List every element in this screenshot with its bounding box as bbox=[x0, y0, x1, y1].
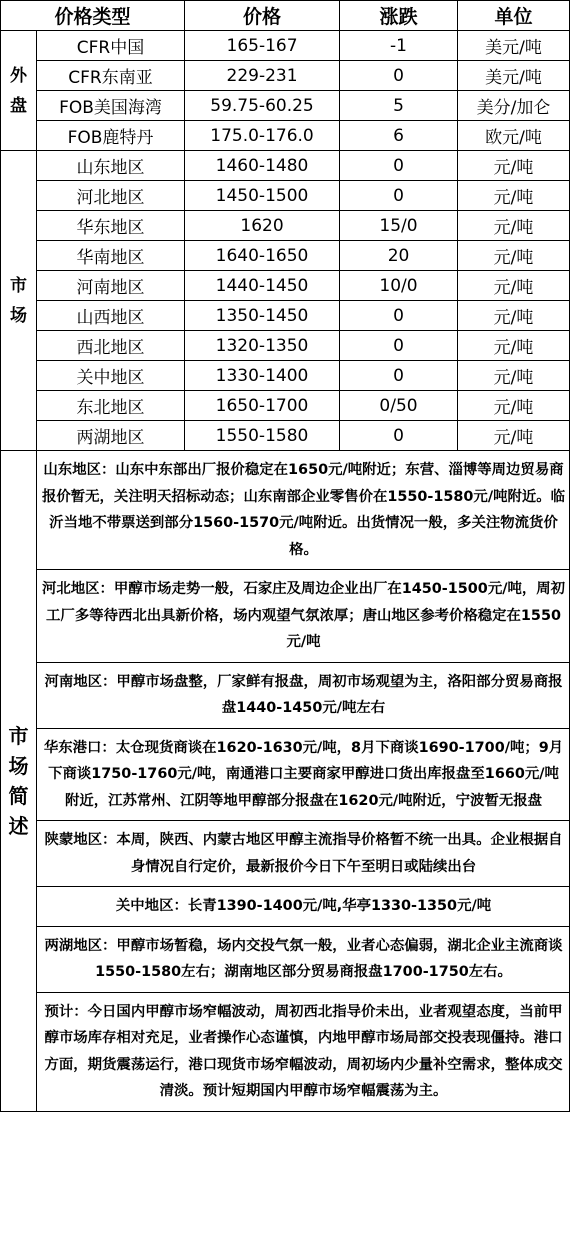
summary-paragraph-guanzhong: 关中地区：长青1390-1400元/吨,华亭1330-1350元/吨 bbox=[37, 887, 569, 927]
section-char: 外 bbox=[10, 65, 27, 86]
row-name: 华南地区 bbox=[37, 241, 185, 271]
row-unit: 元/吨 bbox=[458, 271, 570, 301]
row-name: 西北地区 bbox=[37, 331, 185, 361]
row-price: 1350-1450 bbox=[185, 301, 340, 331]
row-name: CFR东南亚 bbox=[37, 61, 185, 91]
row-unit: 元/吨 bbox=[458, 301, 570, 331]
section-char: 述 bbox=[8, 813, 29, 838]
row-price: 59.75-60.25 bbox=[185, 91, 340, 121]
table-row bbox=[1, 271, 570, 301]
row-unit: 元/吨 bbox=[458, 331, 570, 361]
row-change: 15/0 bbox=[340, 211, 458, 241]
section-char: 场 bbox=[8, 753, 29, 778]
row-unit: 元/吨 bbox=[458, 151, 570, 181]
section-char: 市 bbox=[8, 723, 29, 748]
row-change: 0 bbox=[340, 421, 458, 451]
section-char: 场 bbox=[10, 305, 27, 326]
row-unit: 元/吨 bbox=[458, 421, 570, 451]
row-price: 1440-1450 bbox=[185, 271, 340, 301]
section-summary-label bbox=[1, 451, 37, 1112]
row-unit: 欧元/吨 bbox=[458, 121, 570, 151]
row-change: 10/0 bbox=[340, 271, 458, 301]
row-price: 1450-1500 bbox=[185, 181, 340, 211]
row-change: 5 bbox=[340, 91, 458, 121]
row-price: 1550-1580 bbox=[185, 421, 340, 451]
row-name: 东北地区 bbox=[37, 391, 185, 421]
row-price: 1460-1480 bbox=[185, 151, 340, 181]
header-type: 价格类型 bbox=[1, 1, 185, 31]
row-price: 229-231 bbox=[185, 61, 340, 91]
row-change: 0 bbox=[340, 361, 458, 391]
table-row bbox=[1, 241, 570, 271]
row-change: 20 bbox=[340, 241, 458, 271]
header-price: 价格 bbox=[185, 1, 340, 31]
row-change: -1 bbox=[340, 31, 458, 61]
section-market-label bbox=[1, 151, 37, 451]
table-row bbox=[1, 121, 570, 151]
row-unit: 美元/吨 bbox=[458, 31, 570, 61]
table-row bbox=[1, 421, 570, 451]
section-char: 简 bbox=[8, 783, 29, 808]
summary-paragraph-henan: 河南地区：甲醇市场盘整，厂家鲜有报盘，周初市场观望为主，洛阳部分贸易商报盘1440-1450元/吨左右 bbox=[37, 663, 569, 729]
row-change: 0 bbox=[340, 181, 458, 211]
section-char: 盘 bbox=[10, 95, 27, 116]
row-name: 山西地区 bbox=[37, 301, 185, 331]
row-change: 6 bbox=[340, 121, 458, 151]
summary-cell bbox=[37, 451, 570, 1112]
row-unit: 元/吨 bbox=[458, 181, 570, 211]
row-price: 1650-1700 bbox=[185, 391, 340, 421]
row-unit: 美元/吨 bbox=[458, 61, 570, 91]
row-price: 1330-1400 bbox=[185, 361, 340, 391]
table-header-row bbox=[1, 1, 570, 31]
table-row bbox=[1, 361, 570, 391]
row-price: 165-167 bbox=[185, 31, 340, 61]
summary-paragraph-hebei: 河北地区：甲醇市场走势一般，石家庄及周边企业出厂在1450-1500元/吨，周初工厂多等待西北出具新价格，场内观望气氛浓厚；唐山地区参考价格稳定在1550元/吨 bbox=[37, 570, 569, 663]
table-row bbox=[1, 151, 570, 181]
summary-paragraph-lianghu: 两湖地区：甲醇市场暂稳，场内交投气氛一般，业者心态偏弱，湖北企业主流商谈1550-1580左右；湖南地区部分贸易商报盘1700-1750左右。 bbox=[37, 927, 569, 993]
row-price: 1320-1350 bbox=[185, 331, 340, 361]
row-change: 0 bbox=[340, 301, 458, 331]
table-row bbox=[1, 31, 570, 61]
row-name: 华东地区 bbox=[37, 211, 185, 241]
row-name: 河北地区 bbox=[37, 181, 185, 211]
row-change: 0 bbox=[340, 331, 458, 361]
table-row bbox=[1, 391, 570, 421]
row-name: 两湖地区 bbox=[37, 421, 185, 451]
row-unit: 元/吨 bbox=[458, 361, 570, 391]
summary-paragraph-huadong: 华东港口：太仓现货商谈在1620-1630元/吨，8月下商谈1690-1700/吨；9月下商谈1750-1760元/吨，南通港口主要商家甲醇进口货出库报盘至1660元/吨附近，江苏常州、江阴等地甲醇部分报盘在1620元/吨附近，宁波暂无报盘 bbox=[37, 729, 569, 822]
summary-paragraph-shaanmeng: 陕蒙地区：本周，陕西、内蒙古地区甲醇主流指导价格暂不统一出具。企业根据自身情况自行定价，最新报价今日下午至明日或陆续出台 bbox=[37, 821, 569, 887]
header-unit: 单位 bbox=[458, 1, 570, 31]
row-change: 0/50 bbox=[340, 391, 458, 421]
row-unit: 元/吨 bbox=[458, 391, 570, 421]
section-foreign-label bbox=[1, 31, 37, 151]
row-name: 关中地区 bbox=[37, 361, 185, 391]
row-name: FOB美国海湾 bbox=[37, 91, 185, 121]
table-row bbox=[1, 211, 570, 241]
table-row bbox=[1, 61, 570, 91]
row-price: 175.0-176.0 bbox=[185, 121, 340, 151]
row-change: 0 bbox=[340, 151, 458, 181]
table-row bbox=[1, 181, 570, 211]
table-row bbox=[1, 331, 570, 361]
summary-paragraph-shandong: 山东地区：山东中东部出厂报价稳定在1650元/吨附近；东营、淄博等周边贸易商报价暂无，关注明天招标动态；山东南部企业零售价在1550-1580元/吨附近。临沂当地不带票送到部分1560-1570元/吨附近。出货情况一般，多关注物流货价格。 bbox=[37, 451, 569, 570]
row-price: 1620 bbox=[185, 211, 340, 241]
row-name: CFR中国 bbox=[37, 31, 185, 61]
table-row bbox=[1, 91, 570, 121]
section-char: 市 bbox=[10, 275, 27, 296]
row-unit: 美分/加仑 bbox=[458, 91, 570, 121]
row-name: 山东地区 bbox=[37, 151, 185, 181]
summary-paragraph-forecast: 预计：今日国内甲醇市场窄幅波动，周初西北指导价未出，业者观望态度，当前甲醇市场库存相对充足，业者操作心态谨慎，内地甲醇市场局部交投表现僵持。港口方面，期货震荡运行，港口现货市场窄幅波动，周初场内少量补空需求，整体成交清淡。预计短期国内甲醇市场窄幅震荡为主。 bbox=[44, 1003, 563, 1099]
row-name: 河南地区 bbox=[37, 271, 185, 301]
row-unit: 元/吨 bbox=[458, 241, 570, 271]
header-change: 涨跌 bbox=[340, 1, 458, 31]
row-name: FOB鹿特丹 bbox=[37, 121, 185, 151]
row-price: 1640-1650 bbox=[185, 241, 340, 271]
row-unit: 元/吨 bbox=[458, 211, 570, 241]
summary-row bbox=[1, 451, 570, 1112]
row-change: 0 bbox=[340, 61, 458, 91]
table-row bbox=[1, 301, 570, 331]
